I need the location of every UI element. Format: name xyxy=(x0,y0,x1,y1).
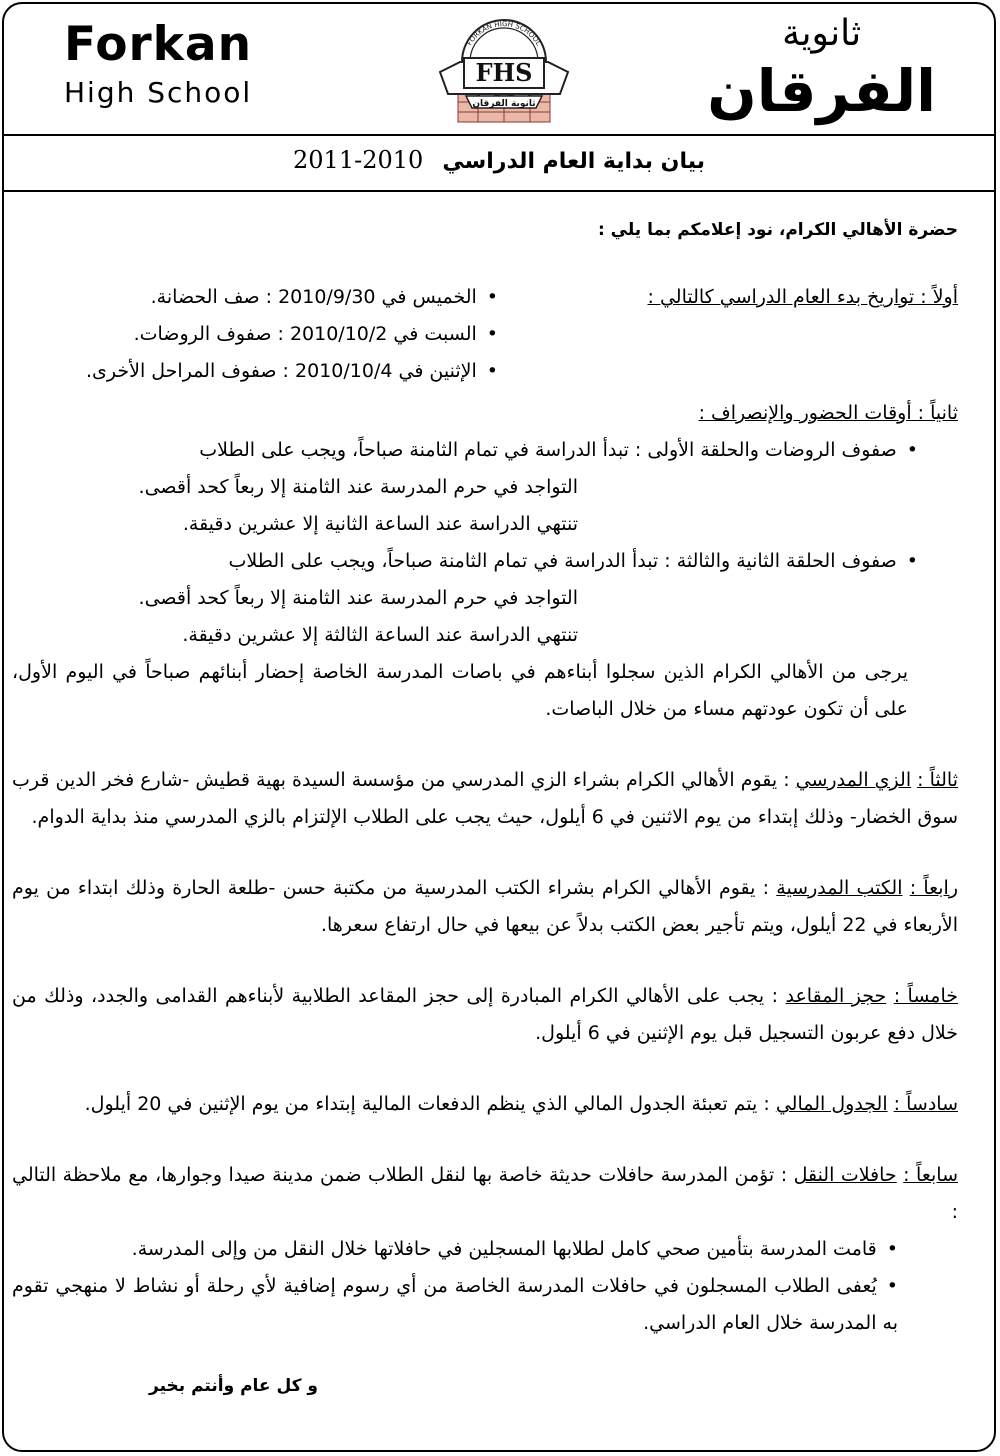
attendance-list xyxy=(12,432,958,469)
school-logo xyxy=(438,12,570,124)
list-item: • صفوف الحلقة الثانية والثالثة : تبدأ الدراسة في تمام الثامنة صباحاً، ويجب على الطلاب xyxy=(12,543,918,580)
letterhead xyxy=(2,2,996,136)
section-label: سادساً : xyxy=(893,1093,958,1115)
section-start-dates xyxy=(12,279,958,391)
section-uniform xyxy=(12,762,958,836)
section-text: : يتم تعبئة الجدول المالي الذي ينظم الدفعات المالية إبتداء من يوم الإثنين في 20 أيلول. xyxy=(84,1093,776,1115)
list-item-continuation xyxy=(12,469,958,543)
section-text: : تؤمن المدرسة حافلات حديثة خاصة بها لنقل الطلاب ضمن مدينة صيدا وجوارها، مع ملاحظة التالي : xyxy=(12,1164,958,1223)
continuation-line: تنتهي الدراسة عند الساعة الثانية إلا عشرين دقيقة. xyxy=(182,513,578,535)
section-label: رابعاً : xyxy=(909,877,959,899)
section-fees xyxy=(12,1086,958,1123)
title-text: بيان بداية العام الدراسي xyxy=(442,149,705,174)
continuation-line: التواجد في حرم المدرسة عند الثامنة إلا ربعاً كحد أقصى. xyxy=(138,476,578,498)
section-label: ثالثاً : xyxy=(917,769,958,791)
section-heading: حجز المقاعد xyxy=(785,985,887,1007)
bus-note: يرجى من الأهالي الكرام الذين سجلوا أبناءهم في باصات المدرسة الخاصة إحضار أبنائهم صباحاً في اليوم الأول، على أن تكون عودتهم مساء من خلال الباصات. xyxy=(12,661,908,720)
greeting: حضرة الأهالي الكرام، نود إعلامكم بما يلي : xyxy=(597,220,958,240)
section-heading: الجدول المالي xyxy=(775,1093,888,1115)
section-heading: الكتب المدرسية xyxy=(776,877,903,899)
document-title xyxy=(2,136,996,192)
announcement-body xyxy=(12,212,958,1405)
section-text: : يجب على الأهالي الكرام المبادرة إلى حجز المقاعد الطلابية لأبناءهم القدامى والجدد، وذلك من خلال دفع عربون التسجيل قبل يوم الإثنين في 6 أيلول. xyxy=(12,985,958,1044)
bus-notes-list xyxy=(12,1231,958,1342)
section-label: خامساً : xyxy=(893,985,958,1007)
section-heading: الزي المدرسي xyxy=(795,769,912,791)
section-seats xyxy=(12,978,958,1052)
list-item: • الإثنين في 2010/10/4 : صفوف المراحل الأخرى. xyxy=(86,353,498,390)
english-school-name xyxy=(64,18,252,110)
logo-letters: FHS xyxy=(475,58,533,87)
list-item: • قامت المدرسة بتأمين صحي كامل لطلابها المسجلين في حافلاتها خلال النقل من وإلى المدرسة. xyxy=(12,1231,898,1268)
section-text: : يقوم الأهالي الكرام بشراء الكتب المدرسية من مكتبة حسن -طلعة الحارة وذلك ابتداء من يوم الأربعاء في 22 أيلول، ويتم تأجير بعض الكتب بدلاً عن بيعها في حال ارتفاع سعرها. xyxy=(12,877,958,936)
section-heading: حافلات النقل xyxy=(793,1164,897,1186)
list-item: • يُعفى الطلاب المسجلون في حافلات المدرسة الخاصة من أي رسوم إضافية لأي رحلة أو نشاط لا منهجي تقوم به المدرسة خلال العام الدراسي. xyxy=(12,1268,898,1342)
section-label: سابعاً : xyxy=(903,1164,958,1186)
academic-year: 2011-2010 xyxy=(293,146,424,174)
section-text: : يقوم الأهالي الكرام بشراء الزي المدرسي من مؤسسة السيدة بهية قطيش -شارع فخر الدين قرب سوق الخضار- وذلك إبتداء من يوم الاثنين في 6 أيلول، حيث يجب على الطلاب الإلتزام بالزي المدرسي منذ بداية الدوام. xyxy=(12,769,958,828)
continuation-line: تنتهي الدراسة عند الساعة الثالثة إلا عشرين دقيقة. xyxy=(182,624,578,646)
list-item: • صفوف الروضات والحلقة الأولى : تبدأ الدراسة في تمام الثامنة صباحاً، ويجب على الطلاب xyxy=(12,432,918,469)
list-item-continuation xyxy=(12,580,958,654)
school-name-en: Forkan xyxy=(64,17,253,72)
section-books xyxy=(12,870,958,944)
logo-arabic-banner: ثانوية الفرقان xyxy=(472,99,536,109)
section-buses xyxy=(12,1157,958,1342)
school-type-en: High School xyxy=(64,76,253,109)
section-attendance xyxy=(12,395,958,728)
list-item: • الخميس في 2010/9/30 : صف الحضانة. xyxy=(86,279,498,316)
continuation-line: التواجد في حرم المدرسة عند الثامنة إلا ربعاً كحد أقصى. xyxy=(138,587,578,609)
list-item: • السبت في 2010/10/2 : صفوف الروضات. xyxy=(86,316,498,353)
arabic-school-name xyxy=(707,12,936,126)
closing-greeting: و كل عام وأنتم بخير xyxy=(149,1376,318,1396)
logo-ring-text: FORKAN HIGH SCHOOL xyxy=(465,20,543,48)
attendance-list xyxy=(12,543,958,580)
section-intro xyxy=(12,1157,958,1231)
start-dates-list xyxy=(86,279,498,390)
section-heading: ثانياً : أوقات الحضور والإنصراف : xyxy=(698,402,958,424)
school-name-ar: الفرقان xyxy=(707,57,936,125)
school-type-ar: ثانوية xyxy=(782,13,862,54)
section-heading: أولاً : تواريخ بدء العام الدراسي كالتالي : xyxy=(647,286,958,308)
